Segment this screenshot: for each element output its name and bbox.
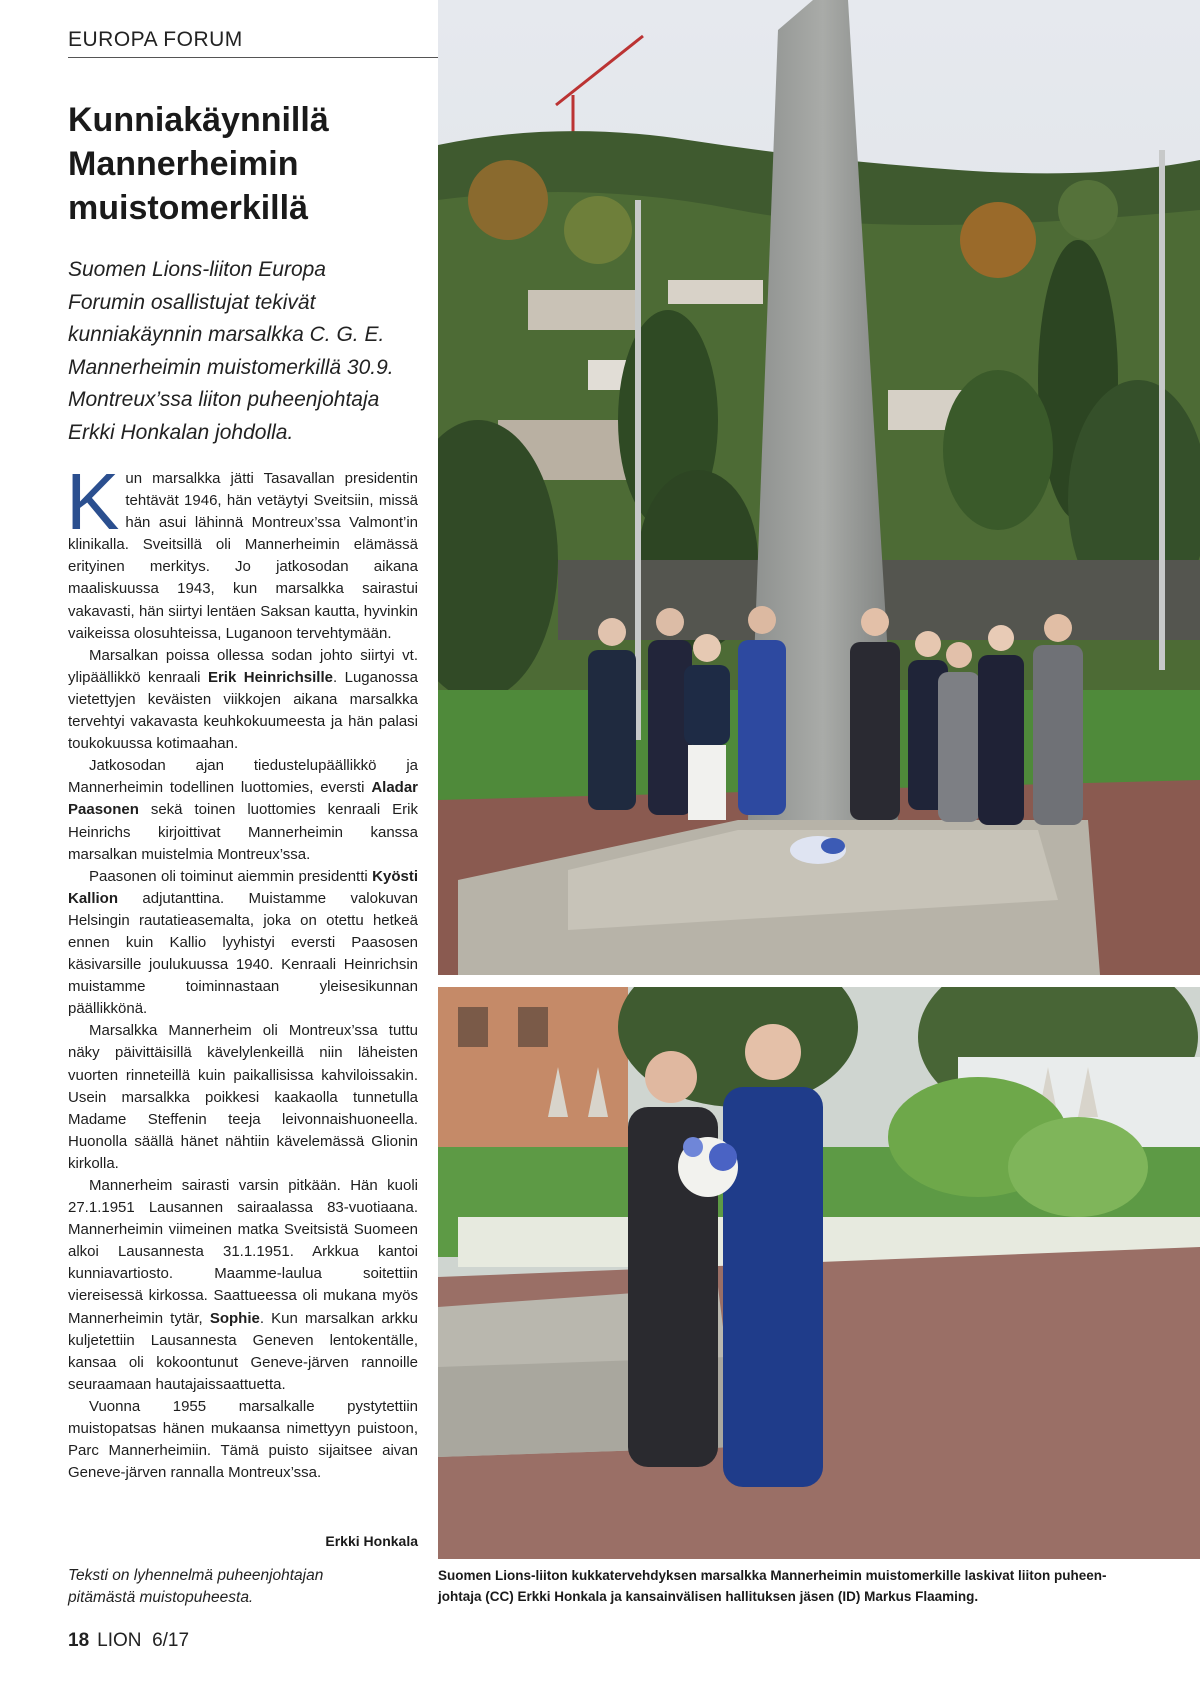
lead-line: Forumin osallistujat tekivät xyxy=(68,290,316,314)
name-highlight: Kyösti Kallion xyxy=(68,867,418,907)
paragraph-7 xyxy=(68,1396,418,1484)
group-photo-illustration xyxy=(438,0,1200,975)
paragraph-text: Mannerheim sairasti varsin pitkään. Hän kuoli 27.1.1951 Lausannen sairaalassa 83-vuotiaana. Mannerheimin viimeinen matka Sveitsistä Suomeen alkoi Lausannesta 31.1.1951. Arkkua kantoi kunniavartiosto. Maamme-laulua soitettiin viereisessä kirkossa. Saattueessa oli mukana myös Mannerheimin tytär, xyxy=(68,1177,418,1327)
footnote-line: pitämästä muistopuheesta. xyxy=(68,1589,254,1606)
article-byline: Erkki Honkala xyxy=(325,1533,418,1549)
paragraph-text: . Kun marsalkan arkku kuljetettiin Lausannesta Geneven lentokentälle, kansaa oli kokoontunut Geneve-järven rannoille seuraamaan hautajaissaattuetta. xyxy=(68,1309,418,1393)
page-number: 18 xyxy=(68,1630,90,1651)
footnote-line: Teksti on lyhennelmä puheenjohtajan xyxy=(68,1567,324,1584)
paragraph-text: un marsalkka jätti Tasavallan presidentin tehtävät 1946, hän vetäytyi Sveitsiin, missä hän asui lähinnä Montreux’ssa Valmont’in klinikalla. Sveitsillä oli Mannerheimin elämässä erityinen merkitys. Jo jatkosodan aikana maaliskuussa 1943, kun marsalkka sairastui vakavasti, hän siirtyi lentäen Saksan kautta, hyvinkin vaikeissa olosuhteissa, Luganoon tervehtymään. xyxy=(68,470,418,642)
paragraph-text: Marsalkan poissa ollessa sodan johto siirtyi vt. ylipäällikkö kenraali xyxy=(68,646,418,686)
title-line: Mannerheimin xyxy=(68,145,299,183)
photo-caption xyxy=(438,1565,1200,1607)
lead-line: Erkki Honkalan johdolla. xyxy=(68,420,294,444)
article-title xyxy=(68,98,418,230)
article-lead xyxy=(68,254,418,449)
title-line: Kunniakäynnillä xyxy=(68,101,329,139)
lead-line: Montreux’ssa liiton puheenjohtaja xyxy=(68,388,380,411)
drop-cap: K xyxy=(66,457,120,546)
title-line: muistomerkillä xyxy=(68,189,308,227)
paragraph-text: adjutanttina. Muistamme valokuvan Helsingin rautatieasemalta, joka on otettu hetkeä ennen kuin Kallio lyyhistyi eversti Paasosen käsivarsille joulukuussa 1940. Kenraali Heinrichsin muistamme toiminnastaan yleisesikunnan päällikkönä. xyxy=(68,889,418,1018)
section-label: EUROPA FORUM xyxy=(68,28,243,51)
paragraph-2 xyxy=(68,645,418,755)
magazine-name: LION xyxy=(97,1630,142,1651)
name-highlight: Aladar Paasonen xyxy=(68,779,418,819)
paragraph-4 xyxy=(68,866,418,1021)
lead-line: Mannerheimin muistomerkillä 30.9. xyxy=(68,355,394,379)
caption-line: johtaja (CC) Erkki Honkala ja kansainvälisen hallituksen jäsen (ID) Markus Flaaming. xyxy=(438,1589,979,1604)
paragraph-text: Marsalkka Mannerheim oli Montreux’ssa tuttu näky päivittäisillä kävelylenkeillä niin läheisten vuorten rinneteillä kuin paikallisissa kahviloissakin. Usein marsalkka poikkesi kaakaolla tunnetulla Madame Steffenin teeja leivonnaishuoneella. Huonolla säällä hänet nähtiin kävelemässä Glionin kirkolla. xyxy=(68,1022,418,1172)
group-photo-monument xyxy=(438,0,1200,975)
wreath-laying-photo xyxy=(438,987,1200,1559)
name-highlight: Erik Heinrichsille xyxy=(207,668,333,686)
article-body xyxy=(66,457,418,1484)
paragraph-text: Vuonna 1955 marsalkalle pystytettiin muistopatsas hänen mukaansa nimettyyn puistoon, Parc Mannerheimiin. Tämä puisto sijaitsee aivan Geneve-järven rannalla Montreux’ssa. xyxy=(68,1397,418,1482)
paragraph-text: Jatkosodan ajan tiedustelupäällikkö ja Mannerheimin todellinen luottomies, eversti xyxy=(68,757,418,797)
name-highlight: Sophie xyxy=(209,1309,260,1327)
lead-line: Suomen Lions-liiton Europa xyxy=(68,258,326,281)
paragraph-text: Paasonen oli toiminut aiemmin presidentti xyxy=(89,867,373,885)
page-footer xyxy=(68,1630,189,1652)
paragraph-text: . Luganossa vietettyjen keväisten viikkojen aikana marsalkka tervehtyi vakavasta keuhkokuumeesta ja hän palasi toukokuussa kotimaahan. xyxy=(68,668,418,753)
lead-line: kunniakäynnin marsalkka C. G. E. xyxy=(68,323,385,346)
paragraph-3 xyxy=(68,755,418,865)
issue-number: 6/17 xyxy=(152,1630,190,1651)
paragraph-5 xyxy=(68,1020,418,1175)
article-footnote xyxy=(68,1565,418,1609)
caption-line: Suomen Lions-liiton kukkatervehdyksen marsalkka Mannerheimin muistomerkille laskivat liiton puheen- xyxy=(438,1568,1107,1583)
paragraph-text: sekä toinen luottomies kenraali Erik Heinrichs kirjoittivat Mannerheimin kanssa marsalkan muistelmia Montreux’ssa. xyxy=(68,801,418,863)
wreath-photo-illustration xyxy=(438,987,1200,1559)
paragraph-6 xyxy=(68,1175,418,1396)
paragraph-1 xyxy=(66,457,418,645)
article-intro xyxy=(68,98,418,449)
